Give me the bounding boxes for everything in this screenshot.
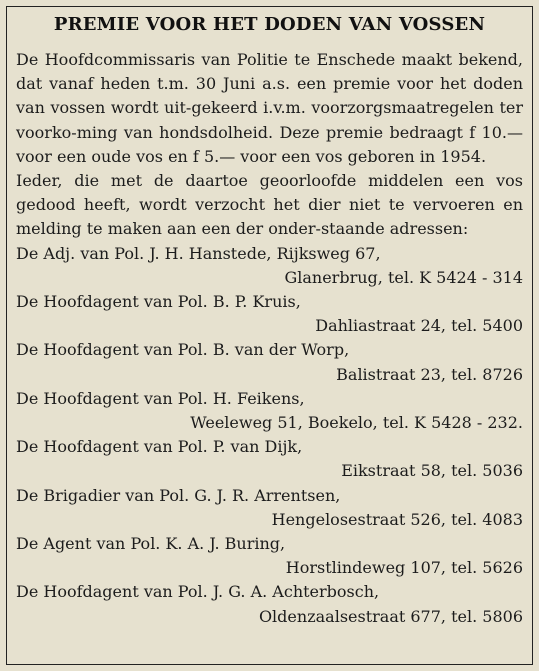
address-entry: [16, 435, 523, 483]
address-location: Weeleweg 51, Boekelo, tel. K 5428 - 232.: [190, 413, 523, 433]
address-officer: De Agent van Pol. K. A. J. Buring,: [16, 534, 286, 554]
address-location: Oldenzaalsestraat 677, tel. 5806: [258, 606, 523, 626]
notice-paragraph-1: De Hoofdcommissaris van Politie te Enschede maakt bekend, dat vanaf heden t.m. 30 Juni a.s. een premie voor het doden van vossen wordt uit-gekeerd i.v.m. voorzorgsmaatregelen ter voorko-ming van hondsdolheid. Deze premie bedraagt f 10.— voor een oude vos en f 5.— voor een vos geboren in 1954.: [16, 50, 523, 166]
address-entry: [16, 387, 523, 435]
address-officer: De Hoofdagent van Pol. B. P. Kruis,: [16, 292, 301, 312]
address-location: Horstlindeweg 107, tel. 5626: [285, 558, 523, 578]
address-officer: De Hoofdagent van Pol. J. G. A. Achterbosch,: [16, 582, 380, 602]
address-entry: [16, 484, 523, 532]
address-location: Dahliastraat 24, tel. 5400: [315, 316, 523, 336]
address-officer: De Adj. van Pol. J. H. Hanstede, Rijksweg 67,: [16, 243, 381, 263]
address-location: Hengelosestraat 526, tel. 4083: [271, 509, 523, 529]
address-officer: De Hoofdagent van Pol. H. Feikens,: [16, 388, 305, 408]
notice-paragraph-2: Ieder, die met de daartoe geoorloofde middelen een vos gedood heeft, wordt verzocht het dier niet te vervoeren en melding te maken aan een der onder-staande adressen:: [16, 171, 523, 239]
address-location: Eikstraat 58, tel. 5036: [341, 461, 523, 481]
address-entry: [16, 580, 523, 628]
notice-title: PREMIE VOOR HET DODEN VAN VOSSEN: [53, 14, 486, 35]
address-entry: [16, 290, 523, 338]
address-location: Glanerbrug, tel. K 5424 - 314: [284, 267, 523, 287]
address-officer: De Hoofdagent van Pol. P. van Dijk,: [16, 437, 303, 457]
address-location: Balistraat 23, tel. 8726: [336, 364, 523, 384]
address-entry: [16, 242, 523, 290]
notice-body: [16, 48, 523, 629]
address-officer: De Brigadier van Pol. G. J. R. Arrentsen,: [16, 485, 341, 505]
address-entry: [16, 532, 523, 580]
address-officer: De Hoofdagent van Pol. B. van der Worp,: [16, 340, 350, 360]
address-entry: [16, 338, 523, 386]
